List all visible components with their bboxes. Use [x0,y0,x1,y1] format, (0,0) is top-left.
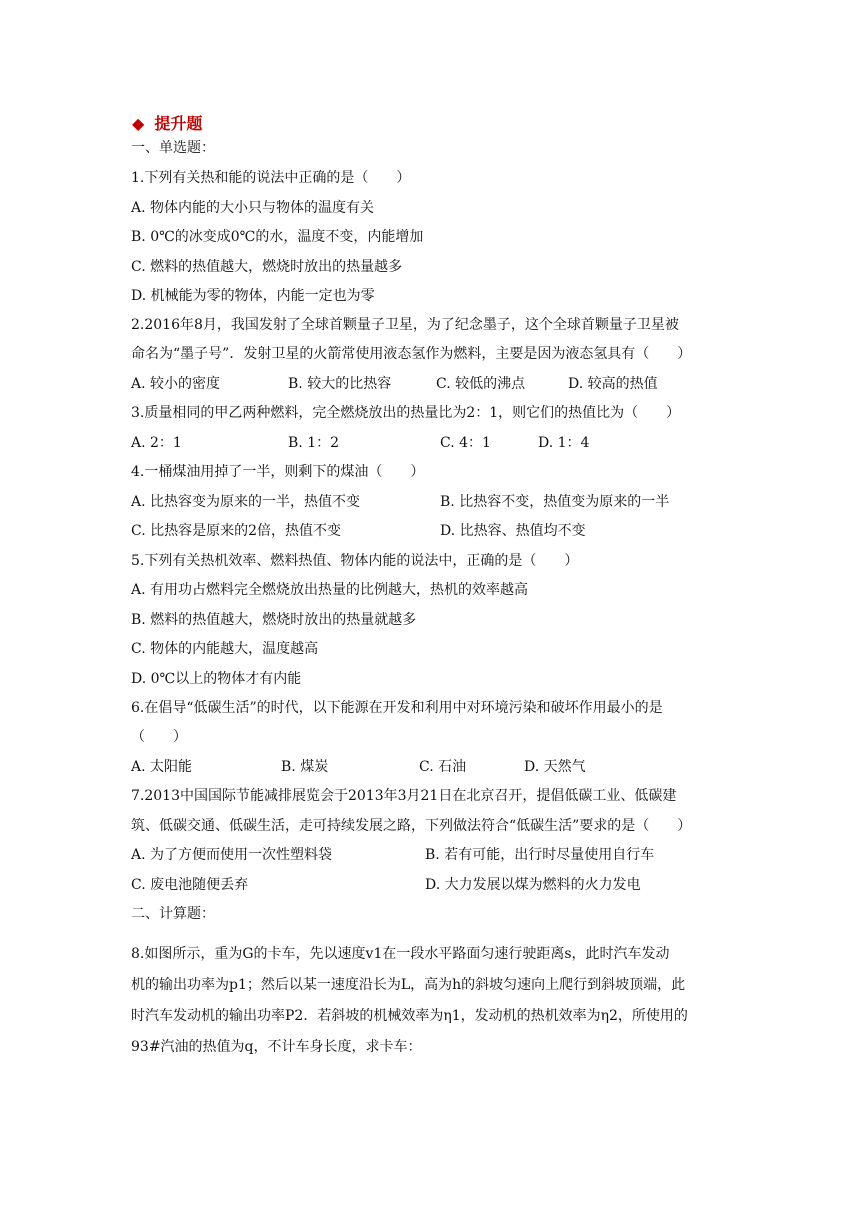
q6-option-c: C. 石油 [419,759,467,775]
q1-option-b: B. 0℃的冰变成0℃的水，温度不变，内能增加 [131,229,424,245]
part2-heading: 二、计算题： [131,906,215,922]
q6-option-a: A. 太阳能 [131,759,193,775]
q7-option-a: A. 为了方便而使用一次性塑料袋 [131,847,333,863]
section-title [132,111,202,134]
q5-option-d: D. 0℃以上的物体才有内能 [131,671,302,687]
q2-stem-line2: 命名为“墨子号”．发射卫星的火箭常使用液态氢作为燃料，主要是因为液态氢具有（ ） [131,346,692,362]
q1-option-a: A. 物体内能的大小只与物体的温度有关 [131,200,375,216]
q7-option-b: B. 若有可能，出行时尽量使用自行车 [425,847,655,863]
q8-line2: 机的输出功率为p1；然后以某一速度沿长为L，高为h的斜坡匀速向上爬行到斜坡顶端，此 [131,977,686,993]
q4-stem: 4.一桶煤油用掉了一半，则剩下的煤油（ ） [131,464,425,480]
q2-option-b: B. 较大的比热容 [288,376,392,392]
q3-stem: 3.质量相同的甲乙两种燃料，完全燃烧放出的热量比为2：1，则它们的热值比为（ ） [131,405,681,421]
q1-stem: 1.下列有关热和能的说法中正确的是（ ） [131,170,411,186]
q6-option-b: B. 煤炭 [281,759,329,775]
q8-line4: 93#汽油的热值为q，不计车身长度，求卡车： [131,1039,422,1055]
q2-option-d: D. 较高的热值 [568,376,658,392]
q6-option-d: D. 天然气 [524,759,586,775]
q4-option-d: D. 比热容、热值均不变 [440,523,586,539]
q6-stem-line2: （ ） [131,729,187,745]
diamond-icon: ◆ [132,114,145,133]
q3-option-d: D. 1：4 [538,435,590,451]
q1-option-d: D. 机械能为零的物体，内能一定也为零 [131,288,375,304]
q4-option-c: C. 比热容是原来的2倍，热值不变 [131,523,342,539]
q8-line1: 8.如图所示，重为G的卡车，先以速度v1在一段水平路面匀速行驶距离s，此时汽车发动 [131,946,670,962]
q8-line3: 时汽车发动机的输出功率P2．若斜坡的机械效率为η1，发动机的热机效率为η2，所使用的 [131,1008,688,1024]
q7-option-d: D. 大力发展以煤为燃料的火力发电 [425,877,641,893]
q5-stem: 5.下列有关热机效率、燃料热值、物体内能的说法中，正确的是（ ） [131,553,579,569]
q5-option-a: A. 有用功占燃料完全燃烧放出热量的比例越大，热机的效率越高 [131,582,529,598]
q4-option-a: A. 比热容变为原来的一半，热值不变 [131,494,361,510]
q4-option-b: B. 比热容不变，热值变为原来的一半 [440,494,670,510]
q1-option-c: C. 燃料的热值越大，燃烧时放出的热量越多 [131,259,403,275]
q7-stem-line1: 7.2013中国国际节能减排展览会于2013年3月21日在北京召开，提倡低碳工业、低碳建 [131,788,677,804]
q3-option-c: C. 4：1 [440,435,491,451]
q2-option-a: A. 较小的密度 [131,376,221,392]
q3-option-b: B. 1：2 [288,435,340,451]
q3-option-a: A. 2：1 [131,435,182,451]
q6-stem-line1: 6.在倡导“低碳生活”的时代，以下能源在开发和利用中对环境污染和破坏作用最小的是 [131,700,663,716]
q2-option-c: C. 较低的沸点 [436,376,526,392]
q5-option-b: B. 燃料的热值越大，燃烧时放出的热量就越多 [131,612,417,628]
q7-stem-line2: 筑、低碳交通、低碳生活，走可持续发展之路，下列做法符合“低碳生活”要求的是（ ） [131,818,692,834]
q5-option-c: C. 物体的内能越大，温度越高 [131,641,319,657]
part1-heading: 一、单选题： [131,140,215,156]
q2-stem-line1: 2.2016年8月，我国发射了全球首颗量子卫星，为了纪念墨子，这个全球首颗量子卫星被 [131,317,679,333]
q7-option-c: C. 废电池随便丢弃 [131,877,249,893]
section-title-text: 提升题 [154,114,203,133]
